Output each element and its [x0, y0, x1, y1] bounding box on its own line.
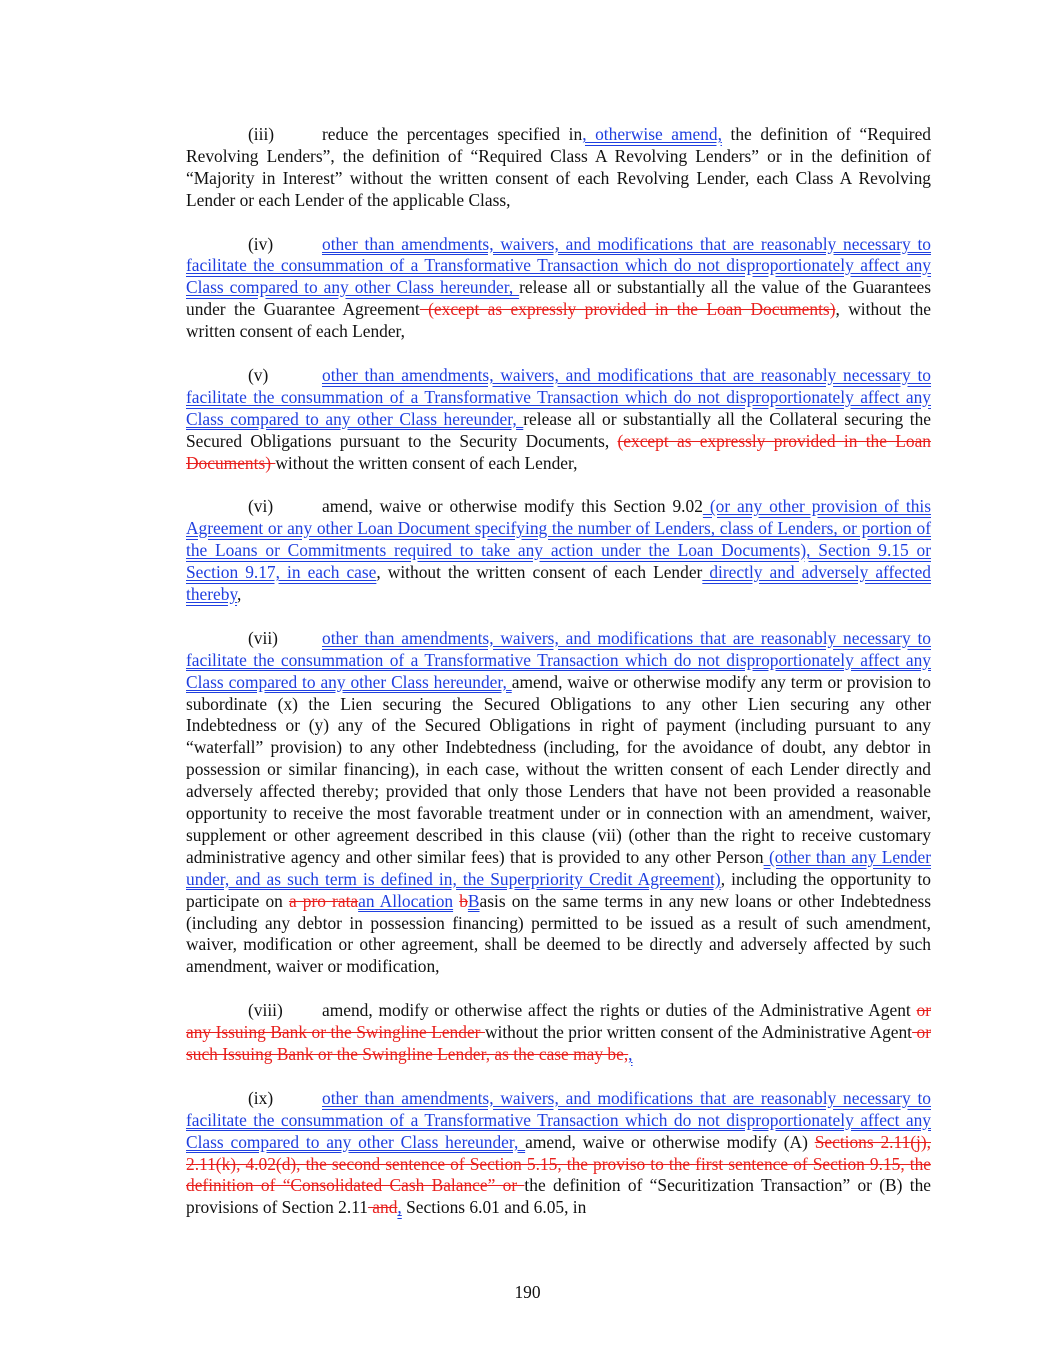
- paragraph-iii: [186, 124, 931, 212]
- inserted-text: other than amendments, waivers, and modifications that are reasonably necessary to facilitate the consummation of a Transformative Transaction which do not disproportionately affect any Class compared to any other Class hereunder,: [186, 1087, 931, 1152]
- inserted-text: , otherwise amend,: [582, 124, 722, 144]
- clause-number: (vii): [248, 627, 278, 648]
- paragraph-vi: [186, 496, 931, 606]
- clause-number: (v): [248, 364, 269, 385]
- text-run: without the written consent of each Lender,: [275, 452, 578, 473]
- inserted-text: ,: [397, 1197, 402, 1218]
- clause-number: (viii): [248, 1000, 283, 1021]
- text-run: release all or substantially all the value of the Guarantees under the Guarantee Agreement: [186, 277, 931, 320]
- deleted-text: Sections 2.11(j), 2.11(k), 4.02(d), the second sentence of Section 5.15, the proviso to the first sentence of Section 9.15, the definition of “Consolidated Cash Balance” or: [186, 1131, 931, 1196]
- inserted-text: ,: [628, 1043, 633, 1064]
- text-run: , without the written consent of each Lender,: [186, 299, 931, 342]
- text-run: amend, waive or otherwise modify (A): [525, 1131, 815, 1152]
- deleted-text: (except as expressly provided in the Loan Documents): [419, 299, 836, 320]
- deleted-text: or any Issuing Bank or the Swingline Lender: [186, 1000, 931, 1043]
- text-run: Sections 6.01 and 6.05, in: [401, 1197, 587, 1218]
- deleted-text: (except as expressly provided in the Loan Documents): [186, 430, 932, 473]
- paragraph-iv: [186, 234, 931, 344]
- inserted-text: an Allocation: [358, 890, 454, 911]
- inserted-text: other than amendments, waivers, and modifications that are reasonably necessary to facilitate the consummation of a Transformative Transaction which do not disproportionately affect any Class compared to any other Class hereunder,: [186, 233, 931, 298]
- clause-number: (ix): [248, 1087, 274, 1108]
- text-run: the definition of “Required Revolving Lenders”, the definition of “Required Class A Revolving Lenders” or in the definition of “Majority in Interest” without the written consent of each Revolving Lender, each Class A Revolving Lender or each Lender of the applicable Class,: [186, 124, 932, 210]
- inserted-text: B: [467, 890, 480, 911]
- inserted-text: other than amendments, waivers, and modifications that are reasonably necessary to facilitate the consummation of a Transformative Transaction which do not disproportionately affect any Class compared to any other Class hereunder,: [186, 364, 931, 429]
- paragraph-vii: [186, 628, 931, 979]
- inserted-text: (or any other provision of this Agreement or any other Loan Document specifying the number of Lenders, class of Lenders, or portion of the Loans or Commitments required to take any action under the Loan Documents), Section 9.15 or Section 9.17, in each case: [186, 496, 931, 583]
- document-body: [186, 124, 931, 1241]
- clause-number: (iv): [248, 233, 274, 254]
- text-run: amend, waive or otherwise modify any term or provision to subordinate (x) the Lien securing the Secured Obligations to any other Lien securing any other Indebtedness or (y) any of the Secured Obligations in right of payment (including pursuant to any “waterfall” provision) to any other Indebtedness (including, for the avoidance of doubt, any debtor in possession or similar financing), in each case, without the written consent of each Lender directly and adversely affected thereby; provided that only those Lenders that have not been provided a reasonable opportunity to receive the most favorable treatment under or in connection with an amendment, waiver, supplement or other agreement described in this clause (vii) (other than the right to receive customary administrative agency and other similar fees) that is provided to any other Person: [186, 671, 931, 867]
- text-run: release all or substantially all the Collateral securing the Secured Obligations pursuant to the Security Documents,: [186, 408, 932, 451]
- deleted-text: or such Issuing Bank or the Swingline Lender, as the case may be,: [186, 1022, 931, 1064]
- text-run: , without the written consent of each Lender: [376, 562, 703, 583]
- inserted-text: directly and adversely affected thereby: [186, 562, 931, 604]
- deleted-text: and: [367, 1197, 398, 1218]
- paragraph-ix: [186, 1088, 931, 1219]
- text-run: without the prior written consent of the Administrative Agent: [484, 1022, 913, 1043]
- deleted-text: b: [459, 890, 468, 911]
- clause-number: (iii): [248, 124, 275, 144]
- text-run: amend, waive or otherwise modify this Section 9.02: [322, 496, 703, 517]
- text-run: amend, modify or otherwise affect the rights or duties of the Administrative Agent: [322, 1000, 917, 1021]
- text-run: , including the opportunity to participate on: [186, 868, 931, 911]
- text-run: asis on the same terms in any new loans or other Indebtedness (including any debtor in possession financing) permitted to be issued as a result of such amendment, waiver, modification or other agreement, shall be deemed to be directly and adversely affected by such amendment, waiver or modification,: [186, 890, 931, 977]
- text-run: the definition of “Securitization Transaction” or (B) the provisions of Section 2.11: [186, 1175, 931, 1218]
- inserted-text: (other than any Lender under, and as such term is defined in, the Superpriority Credit Agreement): [186, 846, 931, 889]
- paragraph-viii: [186, 1000, 931, 1066]
- text-run: ,: [237, 583, 242, 604]
- page-number: 190: [514, 1282, 541, 1302]
- text-run: reduce the percentages specified in: [322, 124, 583, 144]
- deleted-text: a pro rata: [288, 890, 359, 911]
- clause-number: (vi): [248, 496, 274, 517]
- inserted-text: other than amendments, waivers, and modifications that are reasonably necessary to facilitate the consummation of a Transformative Transaction which do not disproportionately affect any Class compared to any other Class hereunder,: [186, 627, 931, 692]
- paragraph-v: [186, 365, 931, 475]
